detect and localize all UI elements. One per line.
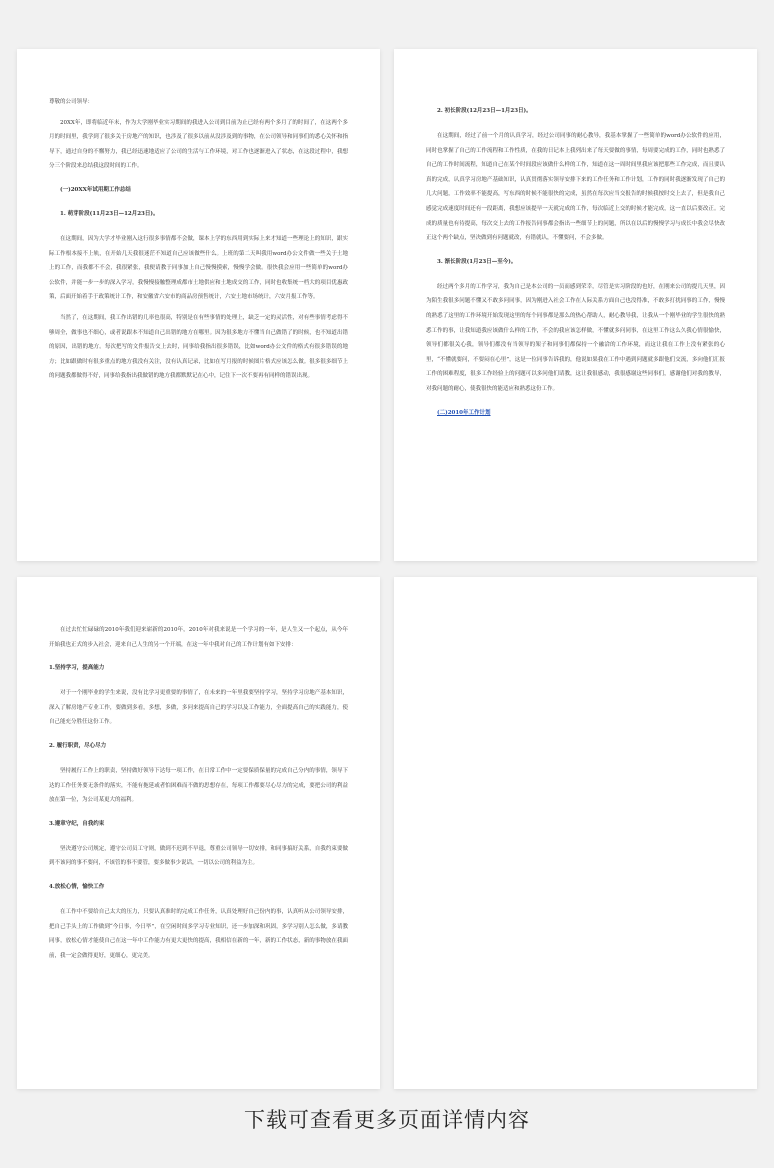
- item-heading: 2. 履行职责，尽心尽力: [49, 742, 107, 749]
- item-heading: 1.坚持学习，提高能力: [49, 665, 105, 672]
- body-paragraph: 坚决遵守公司规定，遵守公司员工守则，做到不迟到不早退，尊重公司领导一切安排，和同事搞好关系，自我约束要做到不该问的事不要问，不该管的事不要管，要多做事少说话，一切以公司的利益为主。: [49, 845, 348, 867]
- section-heading: [426, 407, 725, 419]
- body-paragraph: 坚持履行工作上的职责，坚持做好领导下达每一项工作，在日常工作中一定要保质保量的完成自己分内的事情，领导下达的工作任务要无条件的落实，不能有拖延或者怕困难而不做的思想存在，每项工作都要尽心尽力的完成，要把公司的利益放在第一位，为公司某更大的福利。: [49, 767, 348, 804]
- section-link[interactable]: (二)2010年工作计划: [437, 409, 491, 416]
- body-paragraph: 在工作中不要给自己太大的压力，只要认真准时的完成工作任务，认真处理好自己份内的事，认真听从公司领导安排，把自己手头上的工作做到“今日事，今日毕”，在空闲时间多学习专业知识，还一步加深和巩固，多学习别人怎么做，多请教同事，放松心情才能使自己在这一年中工作能力有更大更快的提高，我相信在新的一年，新的工作状态，新的事物放在我面前，我一定会做得更好，更细心，更完美。: [49, 908, 348, 959]
- salutation: 尊敬的公司领导：: [49, 99, 94, 105]
- stage-heading: 1. 萌芽阶段(11月23日—12月23日)。: [60, 210, 159, 217]
- download-more-prompt[interactable]: 下载可查看更多页面详情内容: [244, 1108, 530, 1132]
- document-page-1: [17, 49, 380, 561]
- body-paragraph: 当然了，在这期间，我工作出错的几率也很高，特别是在有些事情的处理上，缺乏一定的灵活性，对有些事情考虑得不够周全，做事也不细心，或者说跟本不知道自己出错的地方在哪里。因为很多地方不懂当自己做错了的时候，也不知道出错的原因，出错的地方。每次把写的文件报告交上去时，同事给我指出很多错误，比如word办公文件的格式有很多错误的地方；比如跟做时有很多重点的地方我没有关注，没有认真记录，比如在写月报的时候图片格式应该怎么做。很多很多细节上的问题我都做得不好，同事给我指出我做错的地方我都默默记在心中，记住下一次不要再有同样的错误出现。: [49, 314, 348, 380]
- section-heading: (一)20XX年试用期工作总结: [60, 186, 131, 193]
- document-page-4-blank: [394, 577, 757, 1089]
- document-page-3: [17, 577, 380, 1089]
- body-paragraph: 对于一个刚毕业的学生来说，没有比学习更重要的事情了，在未来的一年里我要坚持学习，坚持学习房地产基本知识，深入了解房地产专业工作，要做到多看，多想，多做，多问来提高自己的学习以及工作能力，全面提高自己的实践能力，使自己能充分胜任这份工作。: [49, 690, 348, 726]
- item-heading: 3.遵章守纪，自我约束: [49, 820, 105, 827]
- intro-paragraph: 在过去忙忙碌碌的2010年我们迎来崭新的2010年，2010年对我来说是一个学习的一年，是人生又一个起点，从今年开始我也正式的步入社会，迎来自己人生的另一个开端，在这一年中我对自己的工作计划有如下安排：: [49, 627, 348, 648]
- body-paragraph: 在这期间，因为大学才毕业刚入这行很多事情都不会做，课本上学的东西用到实际上来才知道一些理论上的知识，跟实际工作根本接不上轨，在开始几天我很迷茫不知道自己应该做些什么。上班的第二天叫我用word办公文件做一些关于土地上的工作，而我都不不会，我很紧张，我便请教于同事加上自己慢慢摸索，慢慢学会做。很快我会应用一些简单的word办公软件，并能一步一步的深入学习，我慢慢接触整理成都市土地供应和土地成交的工作，同时也收集统一档大的项目优惠政策，后面开始着手于政策统计工作，和安徽省六安市的商品房预售统计，六安土地市场统计，六安月报工作等。: [49, 235, 348, 301]
- document-page-2: [394, 49, 757, 561]
- item-heading: 4.放松心情，愉快工作: [49, 883, 105, 890]
- stage-heading: 3. 渐长阶段(1月23日—至今)。: [437, 258, 517, 265]
- body-paragraph: 在这期间，经过了前一个月的认真学习，经过公司同事的耐心教导，我基本掌握了一些简单的word办公软件的应用，同时也掌握了自己的工作流程和工作性质，在我的日记本上我列出来了每天要做的事情，每周要完成的工作，同时也熟悉了自己的工作时间流程，知道自己在某个时间段应该做什么样的工作，知道在这一周时间里我应该把那些工作完成，而且要认真的完成，认真学习房地产基础知识，认真贯彻落实领导安排下来的工作任务和工作计划，工作的同时我逐渐发现了自己的几大问题，工作效率不能提高，写东西的时候不能很快的完成，虽然在每次应当交报告的时候我按时交上去了，但是我自己感觉完成速度时间还有一段距离，我想应该提早一天就完成的工作，每次临近上交的时候才能完成，这一直以后要改正。完成的质量也有待提高，每次交上去的工作报告同事都会指出一些细节上的问题，所以在以后的慢慢学习与成长中我会尽快改正这个两个缺点，坚决做到有问题就改，有错就认，不懂要问，不会多做。: [426, 133, 725, 242]
- body-paragraph: 经过两个多月的工作学习，我为自己是本公司的一员而感到荣幸，尽管是实习阶段的也好，在刚来公司的提几天里，因为陌生我很多问题不懂又不敢多问同事，因为刚进入社会工作在人际关系方面自己也没得准，不敢多打扰同事的工作，慢慢的熟悉了这里的工作环境开始发现这里的每个同事都是那么的热心帮助人，耐心教导我，让我从一个刚毕业的学生很快的熟悉工作的事，让我知道我应该做什么样的工作，不会的我应该怎样做，不懂就多问同事，在这里工作这么久我心情很愉快，领导们都很关心我，领导们都没有当领导的架子和同事们都保持一个融洽的工作环境，而这让我在工作上没有紧张的心里，“不懂就要问，不要闷在心里”，这是一位同事告诉我的，他说如果我在工作中遇到问题就多跟他们交流，多向他们汇报工作的困难程度，很多工作经验上的问题可以多问他们请教，这让我很感动，我很感谢这些同事们，感谢他们对我的教导，对我问题的耐心，使我很快的能适应和熟悉这份工作。: [426, 283, 725, 392]
- stage-heading: 2. 初长阶段(12月23日—1月23日)。: [437, 108, 532, 114]
- intro-paragraph: 20XX年，即将临近年末，作为大学刚毕业实习期间的我进入公司到目前为止已经有两个多月了的时间了，在这两个多月的时间里，我学到了很多关于房地产的知识，也涉及了很多以前从没涉及到的事物，在公司领导和同事们的悉心关怀和指导下，通过自身的不懈努力，我已经迅速地适应了公司的生活与工作环境，对工作也逐渐进入了状态，在这段过程中，我想分三个阶段来总结我这段时间的工作。: [49, 119, 348, 170]
